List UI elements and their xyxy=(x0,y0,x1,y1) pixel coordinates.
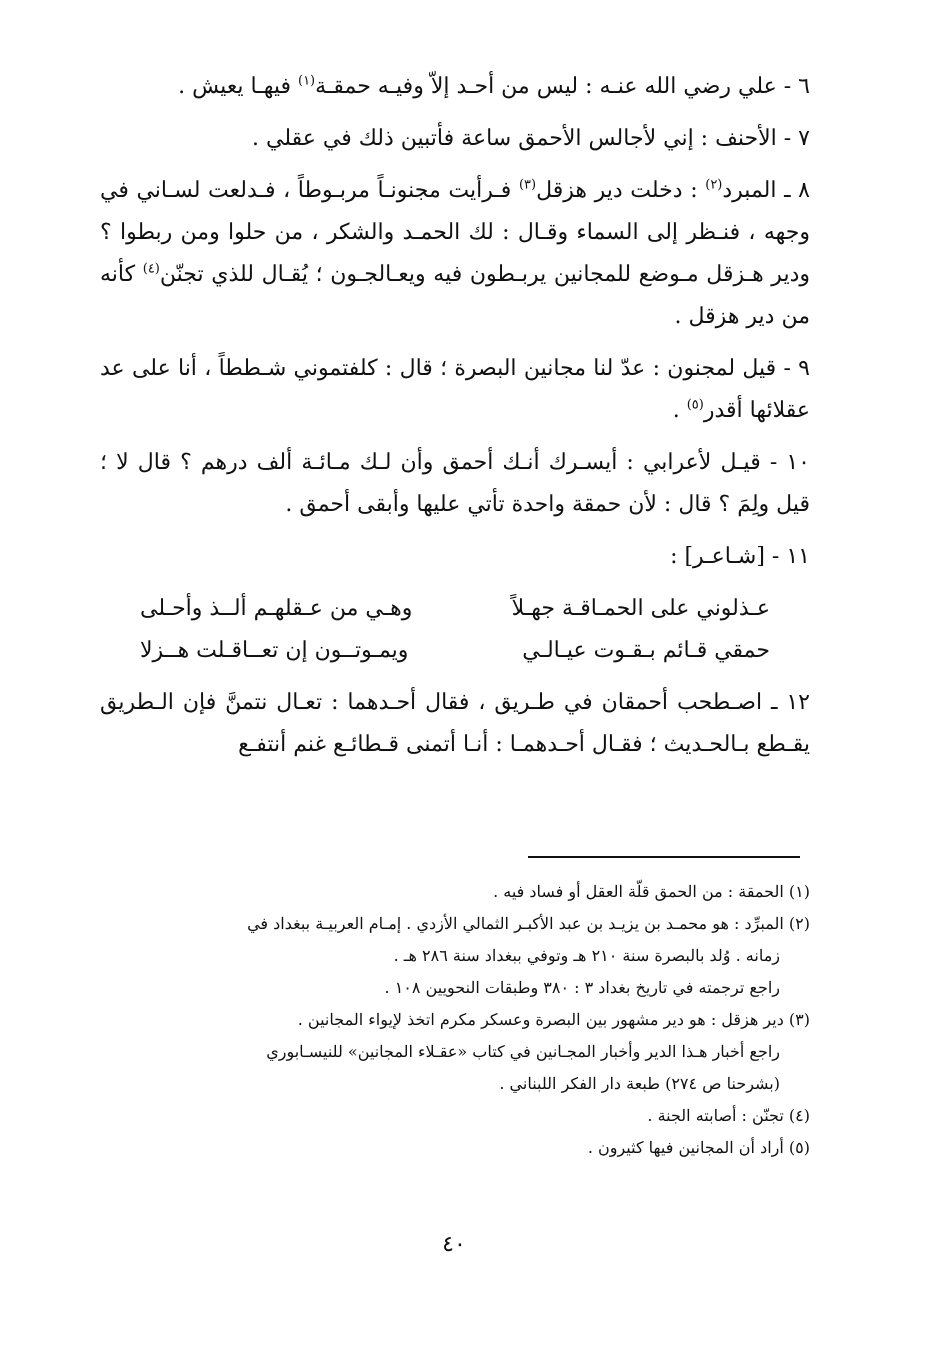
paragraph-7: ٧ - الأحنف : إني لأجالس الأحمق ساعة فأتبين ذلك في عقلي . xyxy=(252,126,810,151)
page-number: ٤٠ xyxy=(442,1232,466,1257)
verse-1-second-hemistich: وهـي من عـقلهـم ألــذ وأحـلى xyxy=(140,596,413,621)
footnote-2: (٢) المبرِّد : هو محمـد بن يزيـد بن عبد الأكبـر الثمالي الأزدي . إمـام العربيـة ببغداد في xyxy=(247,914,810,933)
paragraph-8-part-b: : دخلت دير هزقل xyxy=(536,178,706,203)
verse-2-second-hemistich: ويمـوتــون إن تعــاقـلت هــزلا xyxy=(140,638,409,663)
footnote-2-continuation: زمانه . وُلد بالبصرة سنة ٢١٠ هـ وتوفي ببغداد سنة ٢٨٦ هـ . xyxy=(393,946,780,965)
paragraph-9 xyxy=(100,348,810,432)
paragraph-8-part-c: فـرأيت مجنونـاً مربـوطاً ، فـدلعت لسـاني في وجهه ، فنـظر إلى السماء وقـال : لك الحمـد والشكر ، من حلوا ومن ربطوا ؟ ودير هـزقل مـوضع للمجانين يربـطون فيه ويعـالجـون ؛ يُقـال للذي تجنّن xyxy=(100,178,810,287)
paragraph-8 xyxy=(100,170,810,338)
footnote-ref-5: (٥) xyxy=(686,397,704,413)
verse-1-first-hemistich: عـذلوني على الحمـاقـة جهـلاً xyxy=(511,596,770,621)
paragraph-11-label: ١١ - [شـاعـر] : xyxy=(670,544,810,569)
footnotes xyxy=(90,876,810,1164)
paragraph-12: ١٢ ـ اصـطحب أحمقان في طـريق ، فقال أحـدهما : تعـال نتمنَّ فإن الـطريق يقـطع بـالحـديث ؛ فقـال أحـدهمـا : أنـا أتمنى قـطائـع غنم أنتفـع xyxy=(100,690,810,757)
paragraph-8-part-d: كأنه من دير هزقل . xyxy=(100,262,810,329)
verse-line-2 xyxy=(100,630,810,672)
paragraph-6-tail: فيهـا يعيش . xyxy=(178,74,298,99)
footnote-4: (٤) تجنّن : أصابته الجنة . xyxy=(647,1106,810,1125)
verse-line-1 xyxy=(100,588,810,630)
main-text xyxy=(100,66,810,776)
footnote-2-reference: راجع ترجمته في تاريخ بغداد ٣ : ٣٨٠ وطبقات النحويين ١٠٨ . xyxy=(384,978,780,997)
footnote-3-continuation: راجع أخبار هـذا الدير وأخبار المجـانين في كتاب «عقـلاء المجانين» للنيسـابوري xyxy=(266,1042,780,1061)
paragraph-6 xyxy=(100,66,810,108)
paragraph-10: ١٠ - قيـل لأعرابي : أيسـرك أنـك أحمق وأن لـك مـائـة ألف درهم ؟ قال لا ؛ قيل ولِمَ ؟ قال : لأن حمقة واحدة تأتي عليها وأبقى أحمق . xyxy=(100,450,810,517)
footnote-ref-3: (٣) xyxy=(518,177,537,193)
footnote-ref-1: (١) xyxy=(297,73,316,89)
footnote-3-reference: (بشرحنا ص ٢٧٤) طبعة دار الفكر اللبناني . xyxy=(499,1074,780,1093)
paragraph-8-part-a: ٨ ـ المبرد xyxy=(722,178,810,203)
footnote-divider xyxy=(528,856,800,858)
paragraph-9-part-a: ٩ - قيل لمجنون : عدّ لنا مجانين البصرة ؛ قال : كلفتموني شـططاً ، أنا على عد عقلائها أقدر xyxy=(100,356,810,423)
footnote-ref-4: (٤) xyxy=(142,261,160,277)
footnote-1: (١) الحمقة : من الحمق قلّة العقل أو فساد فيه . xyxy=(493,882,810,901)
verse-2-first-hemistich: حمقي قـائم بـقـوت عيـالـي xyxy=(522,638,770,663)
footnote-3: (٣) دير هزقل : هو دير مشهور بين البصرة وعسكر مكرم اتخذ لإيواء المجانين . xyxy=(297,1010,810,1029)
paragraph-9-part-b: . xyxy=(672,398,687,423)
footnote-ref-2: (٢) xyxy=(705,177,723,193)
footnote-5: (٥) أراد أن المجانين فيها كثيرون . xyxy=(587,1138,810,1157)
paragraph-6-text: ٦ - علي رضي الله عنـه : ليس من أحـد إلاّ وفيـه حمقـة xyxy=(315,74,810,99)
